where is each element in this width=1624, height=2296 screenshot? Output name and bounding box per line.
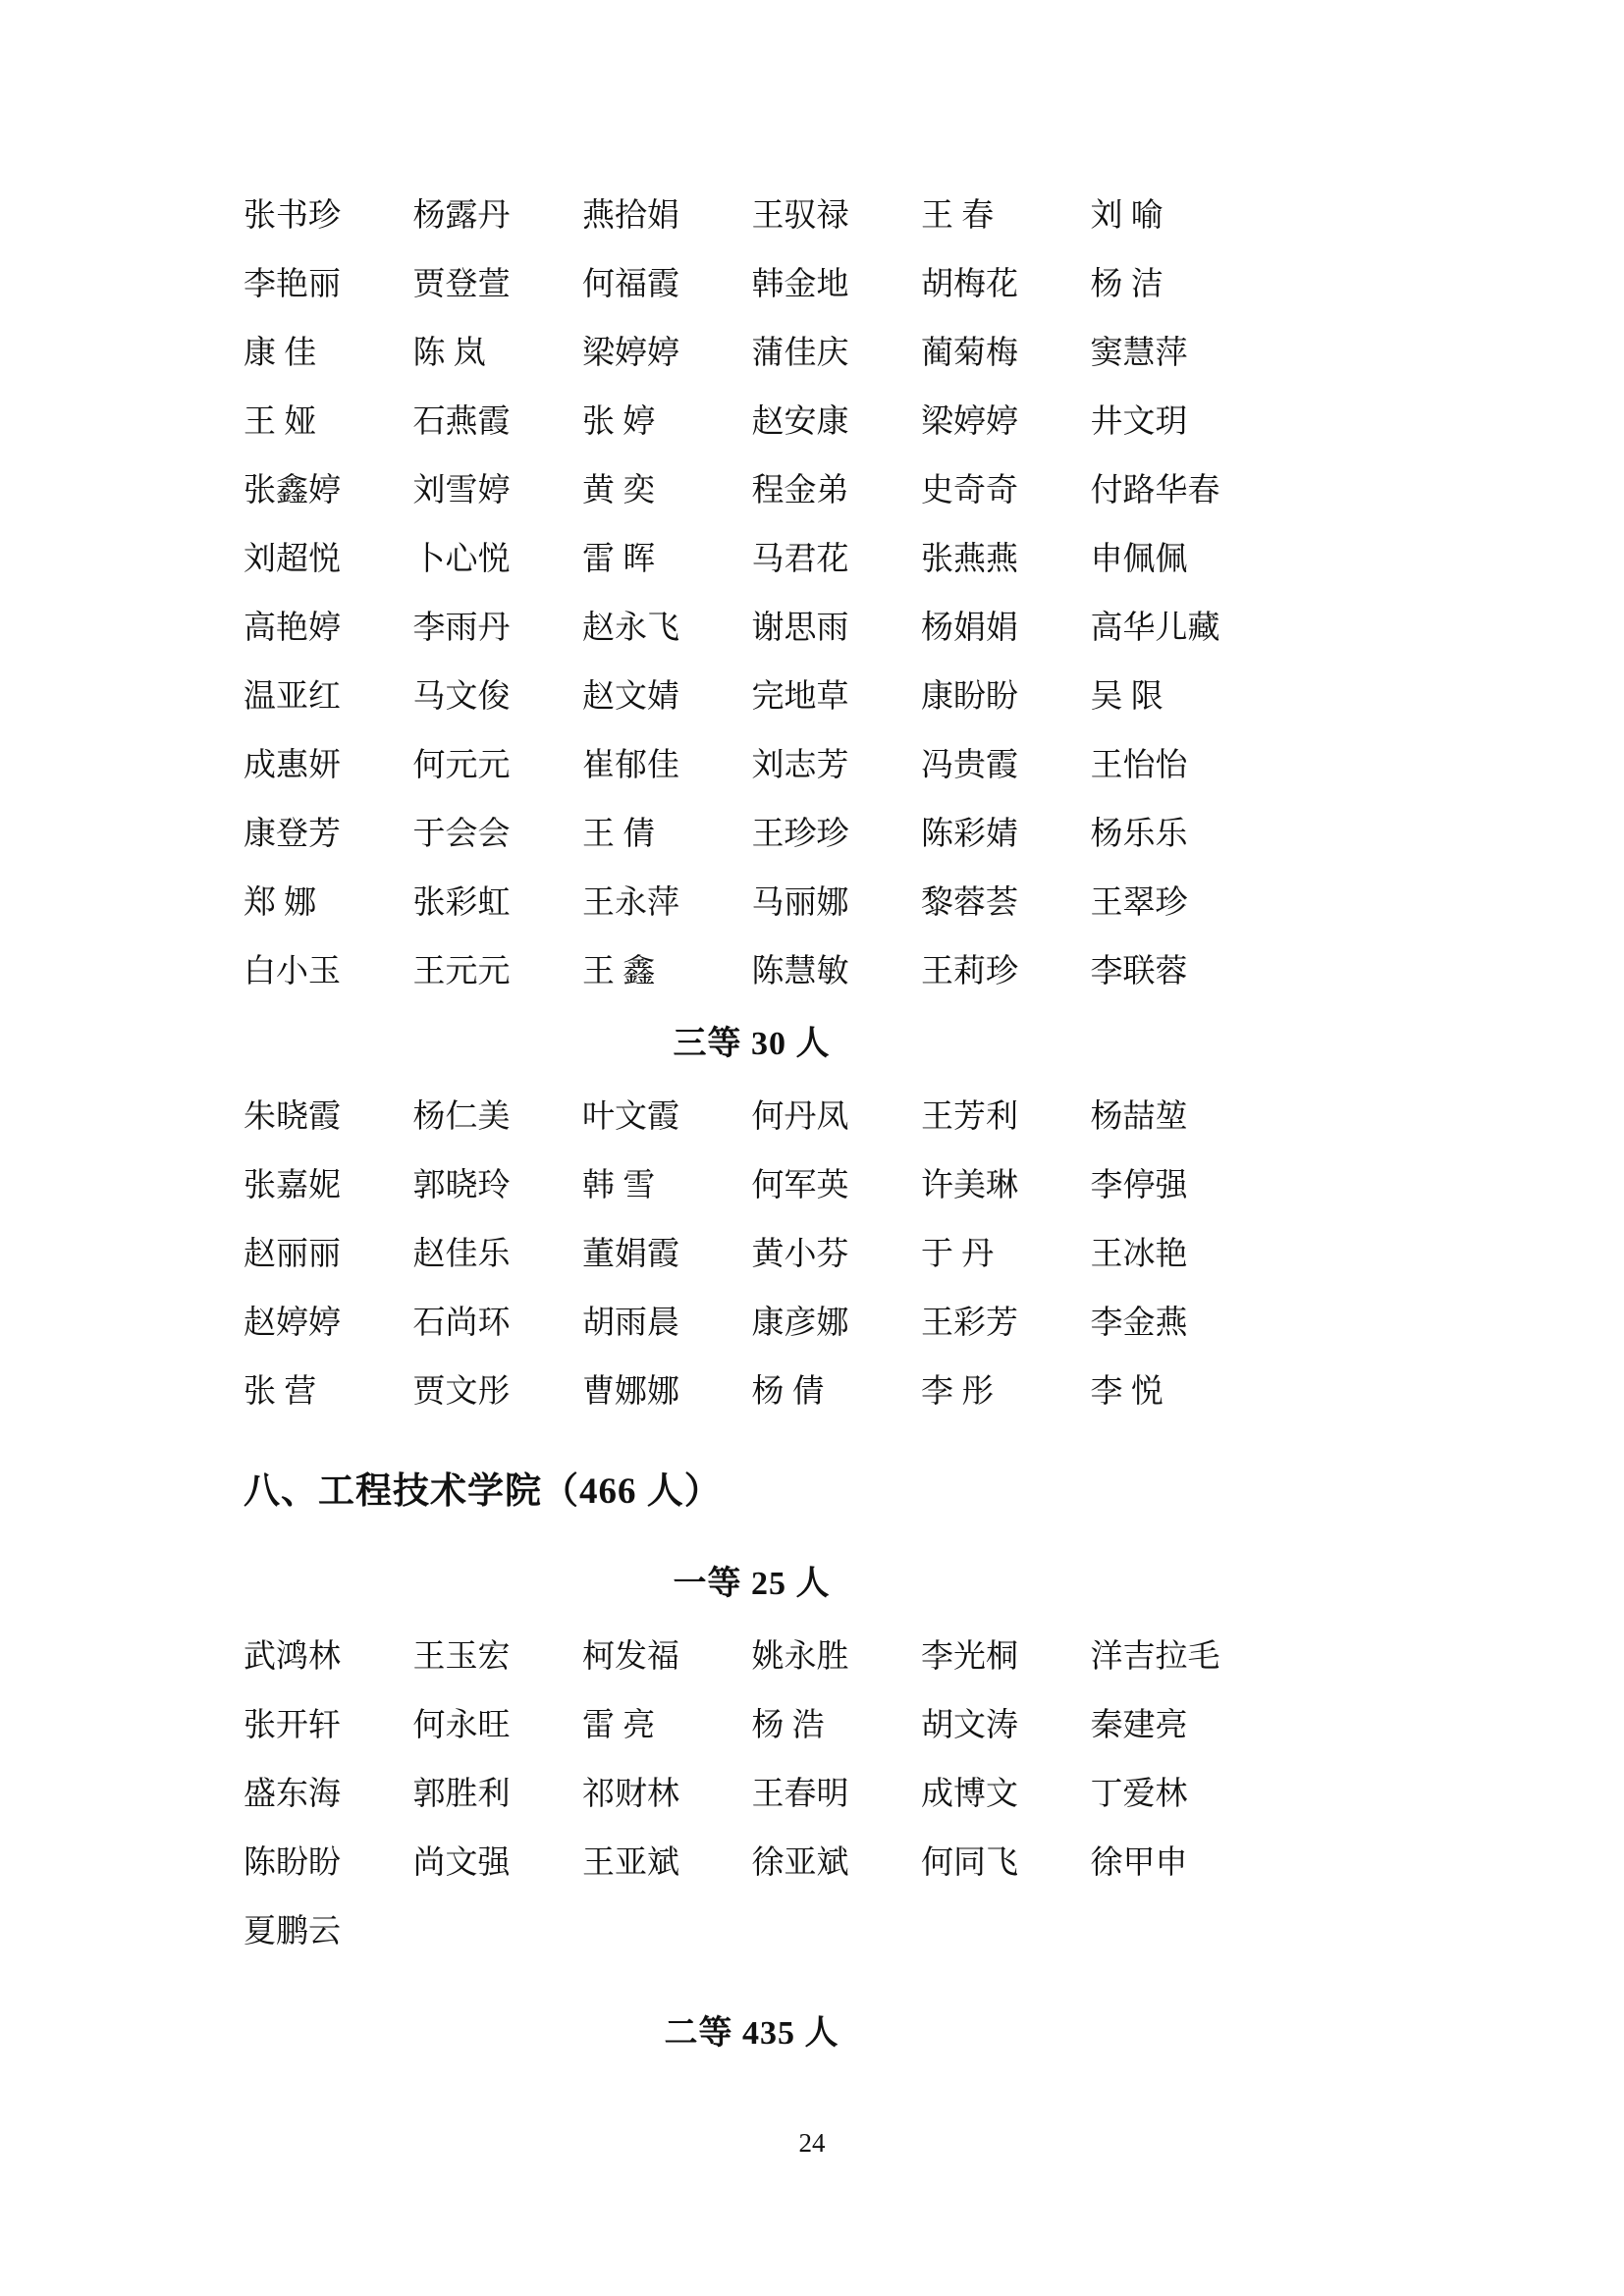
name-cell: 成博文 <box>921 1777 1018 1812</box>
name-cell: 杨 浩 <box>751 1708 825 1743</box>
name-cell: 李 悦 <box>1090 1374 1164 1410</box>
name-cell: 杨喆堃 <box>1090 1099 1188 1135</box>
name-cell: 石燕霞 <box>412 404 511 440</box>
name-cell: 于会会 <box>412 817 511 852</box>
name-cell: 何同飞 <box>921 1845 1018 1881</box>
name-cell: 郭晓玲 <box>412 1168 511 1203</box>
name-cell: 张燕燕 <box>921 542 1018 577</box>
name-cell: 史奇奇 <box>921 473 1018 508</box>
name-cell: 贾文彤 <box>412 1374 511 1410</box>
name-cell <box>1091 1897 1261 1966</box>
name-cell: 贾登萱 <box>412 267 511 302</box>
name-cell: 王翠珍 <box>1090 885 1188 921</box>
name-cell: 李艳丽 <box>244 267 341 302</box>
name-cell: 祁财林 <box>582 1777 679 1812</box>
name-cell: 何元元 <box>412 748 511 783</box>
name-cell: 王春明 <box>751 1777 849 1812</box>
name-cell: 王 鑫 <box>582 954 656 989</box>
name-cell: 王芳利 <box>921 1099 1018 1135</box>
table-row <box>244 1151 1260 1220</box>
table-row <box>244 731 1260 800</box>
name-cell: 杨露丹 <box>412 198 511 234</box>
table-row <box>244 388 1260 456</box>
name-cell: 王 春 <box>921 198 995 234</box>
table-row <box>244 1623 1260 1691</box>
name-cell: 刘超悦 <box>244 542 341 577</box>
name-cell: 石尚环 <box>412 1306 511 1341</box>
name-cell: 张书珍 <box>244 198 341 234</box>
table-row <box>244 182 1260 250</box>
name-cell: 梁婷婷 <box>582 336 679 371</box>
table-row <box>244 663 1260 731</box>
name-cell: 崔郁佳 <box>582 748 679 783</box>
name-list-block <box>244 1083 1294 1426</box>
name-cell: 王玉宏 <box>412 1639 511 1675</box>
name-cell: 马君花 <box>751 542 849 577</box>
name-cell: 徐甲申 <box>1090 1845 1188 1881</box>
name-cell: 温亚红 <box>244 679 341 715</box>
name-cell: 刘雪婷 <box>412 473 511 508</box>
name-cell: 王莉珍 <box>921 954 1018 989</box>
name-cell: 何福霞 <box>582 267 679 302</box>
name-cell: 尚文强 <box>412 1845 511 1881</box>
name-cell: 赵永飞 <box>582 611 679 646</box>
name-cell: 高艳婷 <box>244 611 341 646</box>
name-cell: 井文玥 <box>1090 404 1188 440</box>
name-cell: 窦慧萍 <box>1090 336 1188 371</box>
name-cell: 盛东海 <box>244 1777 341 1812</box>
name-cell: 李联蓉 <box>1090 954 1188 989</box>
name-cell: 朱晓霞 <box>244 1099 341 1135</box>
name-cell <box>752 1897 922 1966</box>
name-cell: 陈 岚 <box>412 336 486 371</box>
name-cell: 李 彤 <box>921 1374 995 1410</box>
name-cell: 王永萍 <box>582 885 679 921</box>
name-cell: 刘志芳 <box>751 748 849 783</box>
name-cell: 黄小芬 <box>751 1237 849 1272</box>
table-row <box>244 1289 1260 1358</box>
name-cell: 张彩虹 <box>412 885 511 921</box>
name-cell: 雷 晖 <box>582 542 656 577</box>
name-cell: 赵安康 <box>751 404 849 440</box>
name-cell <box>582 1897 752 1966</box>
name-cell: 王彩芳 <box>921 1306 1018 1341</box>
page-number: 24 <box>798 2128 826 2158</box>
name-cell: 何永旺 <box>412 1708 511 1743</box>
name-cell: 付路华春 <box>1090 473 1220 508</box>
name-cell: 赵文婧 <box>582 679 679 715</box>
table-row <box>244 1083 1260 1151</box>
name-cell: 陈盼盼 <box>244 1845 341 1881</box>
name-cell: 陈慧敏 <box>751 954 849 989</box>
name-cell: 张开轩 <box>244 1708 341 1743</box>
name-cell: 王 娅 <box>244 404 317 440</box>
name-cell: 王 倩 <box>582 817 656 852</box>
name-cell: 张 婷 <box>582 404 656 440</box>
name-cell: 高华儿藏 <box>1090 611 1220 646</box>
name-cell: 赵佳乐 <box>412 1237 511 1272</box>
name-cell: 柯发福 <box>582 1639 679 1675</box>
name-cell: 徐亚斌 <box>751 1845 849 1881</box>
name-cell: 张 营 <box>244 1374 317 1410</box>
name-cell: 何军英 <box>751 1168 849 1203</box>
name-cell: 李停强 <box>1090 1168 1188 1203</box>
table-row <box>244 1691 1260 1760</box>
name-cell: 郭胜利 <box>412 1777 511 1812</box>
table-row <box>244 525 1260 594</box>
name-cell: 王珍珍 <box>751 817 849 852</box>
name-cell: 白小玉 <box>244 954 341 989</box>
name-cell: 于 丹 <box>921 1237 995 1272</box>
table-row <box>244 1897 1260 1966</box>
document-body <box>244 182 1294 2072</box>
name-cell: 杨 洁 <box>1090 267 1164 302</box>
name-cell: 杨娟娟 <box>921 611 1018 646</box>
table-row <box>244 1760 1260 1829</box>
table-row <box>244 869 1260 937</box>
name-cell: 王冰艳 <box>1090 1237 1188 1272</box>
name-cell: 成惠妍 <box>244 748 341 783</box>
name-cell: 王怡怡 <box>1090 748 1188 783</box>
name-cell: 康盼盼 <box>921 679 1018 715</box>
name-cell: 申佩佩 <box>1090 542 1188 577</box>
name-cell: 叶文霞 <box>582 1099 679 1135</box>
name-cell: 陈彩婧 <box>921 817 1018 852</box>
table-row <box>244 594 1260 663</box>
name-cell: 杨 倩 <box>751 1374 825 1410</box>
name-cell: 康 佳 <box>244 336 317 371</box>
name-cell: 马丽娜 <box>751 885 849 921</box>
name-cell: 马文俊 <box>412 679 511 715</box>
name-list-block <box>244 182 1294 1006</box>
name-cell: 武鸿林 <box>244 1639 341 1675</box>
name-list-block <box>244 1623 1294 1966</box>
name-cell: 曹娜娜 <box>582 1374 679 1410</box>
name-cell: 完地草 <box>751 679 849 715</box>
table-row <box>244 1220 1260 1289</box>
table-row <box>244 319 1260 388</box>
name-cell: 赵婷婷 <box>244 1306 341 1341</box>
grade-heading-second: 二等 435 人 <box>664 2015 839 2052</box>
name-cell: 胡梅花 <box>921 267 1018 302</box>
table-row <box>244 1358 1260 1426</box>
name-cell: 韩 雪 <box>582 1168 656 1203</box>
name-cell: 郑 娜 <box>244 885 317 921</box>
name-cell: 刘 喻 <box>1090 198 1164 234</box>
name-cell: 黄 奕 <box>582 473 656 508</box>
name-cell: 杨仁美 <box>412 1099 511 1135</box>
name-cell: 张嘉妮 <box>244 1168 341 1203</box>
name-cell: 李金燕 <box>1090 1306 1188 1341</box>
section-heading-engineering: 八、工程技术学院（466 人） <box>244 1471 722 1512</box>
name-cell: 杨乐乐 <box>1090 817 1188 852</box>
name-cell: 张鑫婷 <box>244 473 341 508</box>
name-cell: 赵丽丽 <box>244 1237 341 1272</box>
name-cell: 李光桐 <box>921 1639 1018 1675</box>
name-cell: 何丹凤 <box>751 1099 849 1135</box>
name-cell <box>413 1897 583 1966</box>
name-cell: 蔺菊梅 <box>921 336 1018 371</box>
table-row <box>244 1829 1260 1897</box>
name-cell: 王驭禄 <box>751 198 849 234</box>
grade-heading-first: 一等 25 人 <box>673 1566 831 1602</box>
table-row <box>244 250 1260 319</box>
spacer <box>244 1966 1294 1996</box>
name-cell: 秦建亮 <box>1090 1708 1188 1743</box>
name-cell: 夏鹏云 <box>244 1914 341 1949</box>
name-cell: 姚永胜 <box>751 1639 849 1675</box>
name-cell: 梁婷婷 <box>921 404 1018 440</box>
name-cell: 康登芳 <box>244 817 341 852</box>
grade-heading-third: 三等 30 人 <box>673 1026 831 1062</box>
name-cell: 冯贵霞 <box>921 748 1018 783</box>
name-cell: 蒲佳庆 <box>751 336 849 371</box>
name-cell: 燕拾娟 <box>582 198 679 234</box>
name-cell: 黎蓉荟 <box>921 885 1018 921</box>
name-cell: 雷 亮 <box>582 1708 656 1743</box>
table-row <box>244 937 1260 1006</box>
name-cell: 丁爱林 <box>1090 1777 1188 1812</box>
name-cell: 吴 限 <box>1090 679 1164 715</box>
name-cell: 王亚斌 <box>582 1845 679 1881</box>
name-cell: 韩金地 <box>751 267 849 302</box>
name-cell: 胡雨晨 <box>582 1306 679 1341</box>
name-cell: 胡文涛 <box>921 1708 1018 1743</box>
name-cell: 卜心悦 <box>412 542 511 577</box>
name-cell: 谢思雨 <box>751 611 849 646</box>
name-cell: 程金弟 <box>751 473 849 508</box>
name-cell: 许美琳 <box>921 1168 1018 1203</box>
table-row <box>244 456 1260 525</box>
name-cell: 李雨丹 <box>412 611 511 646</box>
name-cell: 董娟霞 <box>582 1237 679 1272</box>
name-cell: 康彦娜 <box>751 1306 849 1341</box>
name-cell: 王元元 <box>412 954 511 989</box>
name-cell: 洋吉拉毛 <box>1090 1639 1220 1675</box>
table-row <box>244 800 1260 869</box>
name-cell <box>921 1897 1091 1966</box>
